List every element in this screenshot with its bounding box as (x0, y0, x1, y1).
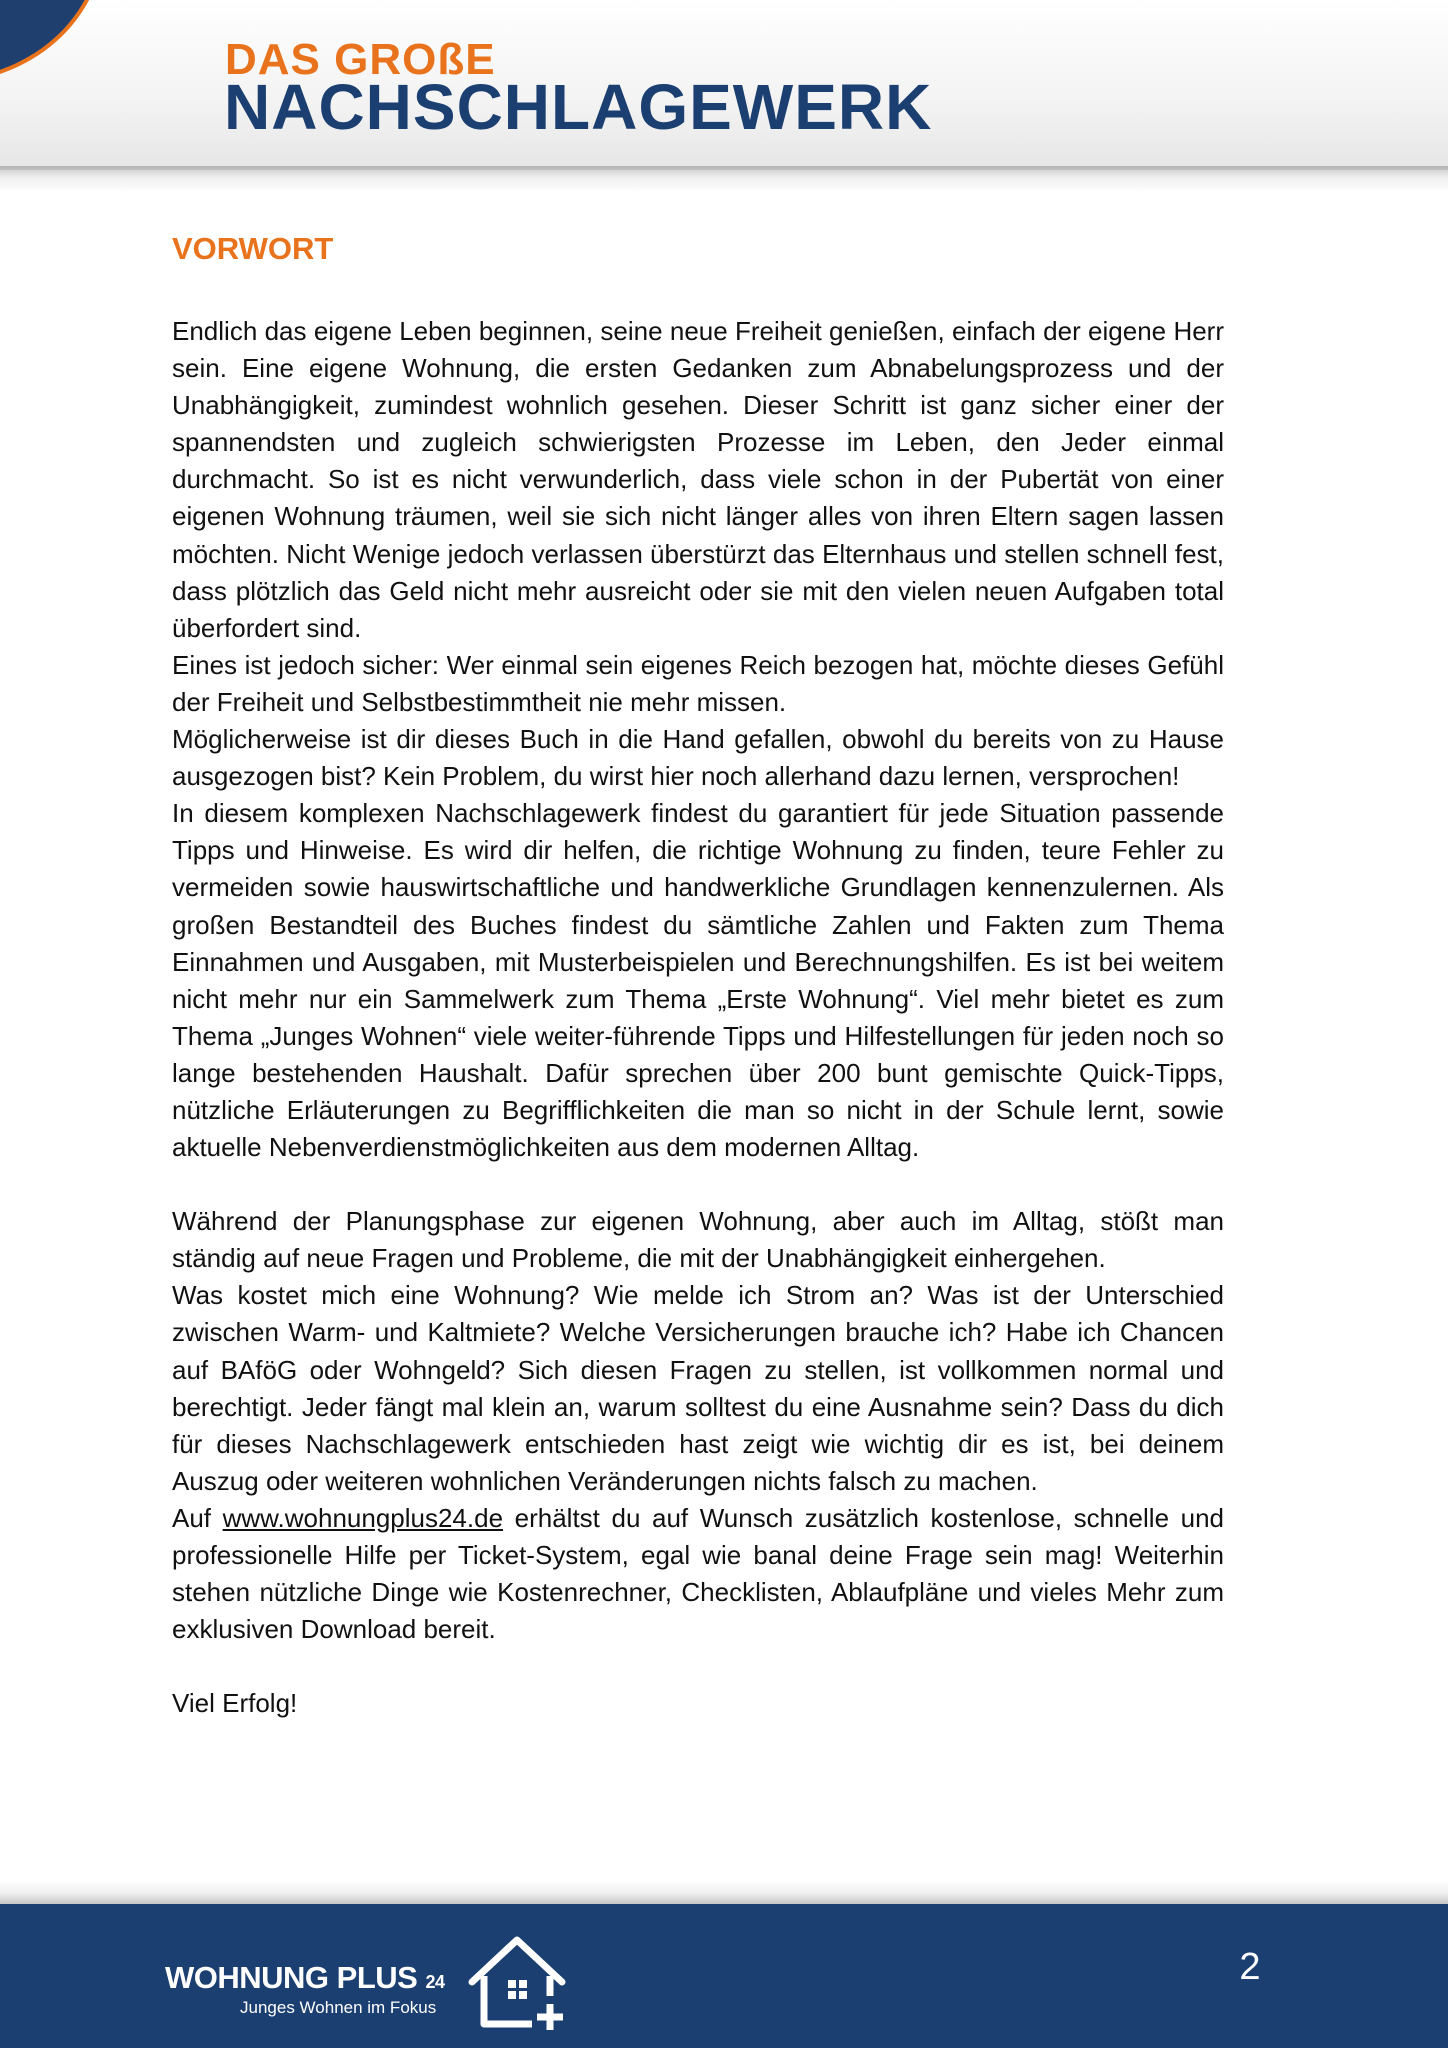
website-link[interactable]: www.wohnungplus24.de (222, 1502, 504, 1533)
paragraph: In diesem komplexen Nachschlagewerk findest du garantiert für jede Situation passende Tipps und Hinweise. Es wird dir helfen, die richtige Wohnung zu finden, teure Fehler zu vermeiden sowie hauswirtschaftliche und handwerkliche Grundlagen kennenzulernen. Als großen Bestandteil des Buches findest du sämtliche Zahlen und Fakten zum Thema Einnahmen und Ausgaben, mit Musterbeispielen und Berechnungshilfen. Es ist bei weitem nicht mehr nur ein Sammelwerk zum Thema „Erste Wohnung“. Viel mehr bietet es zum Thema „Junges Wohnen“ viele weiter-führende Tipps und Hilfestellungen für jeden noch so lange bestehenden Haushalt. Dafür sprechen über 200 bunt gemischte Quick-Tipps, nützliche Erläuterungen zu Begrifflichkeiten die man so nicht in der Schule lernt, sowie aktuelle Nebenverdienstmöglichkeiten aus dem modernen Alltag. (172, 798, 1224, 1163)
paragraph: Eines ist jedoch sicher: Wer einmal sein eigenes Reich bezogen hat, möchte dieses Gefühl der Freiheit und Selbstbestimmtheit nie mehr missen. (172, 649, 1224, 717)
page-footer (0, 1904, 1448, 2048)
page-number: 2 (1239, 1946, 1261, 1988)
body-text (172, 313, 1224, 1722)
logo-title-line1: DAS GROßE (225, 35, 496, 84)
footer-logo-name: WOHNUNG PLUS (165, 1960, 418, 1995)
paragraph: Möglicherweise ist dir dieses Buch in die Hand gefallen, obwohl du bereits von zu Hause ausgezogen bist? Kein Problem, du wirst hier noch allerhand dazu lernen, versprochen! (172, 724, 1224, 792)
section-title: VORWORT (172, 231, 334, 266)
link-paragraph (172, 1500, 1224, 1648)
paragraph-spacer (172, 1648, 1224, 1685)
link-paragraph-before: Auf (172, 1502, 223, 1533)
paragraph: Was kostet mich eine Wohnung? Wie melde ich Strom an? Was ist der Unterschied zwischen Warm- und Kaltmiete? Welche Versicherungen brauche ich? Habe ich Chancen auf BAföG oder Wohngeld? Sich diesen Fragen zu stellen, ist vollkommen normal und berechtigt. Jeder fängt mal klein an, warum solltest du eine Ausnahme sein? Dass du dich für dieses Nachschlagewerk entschieden hast zeigt wie wichtig dir es ist, bei deinem Auszug oder weiteren wohnlichen Veränderungen nichts falsch zu machen. (172, 1280, 1224, 1496)
paragraph: Endlich das eigene Leben beginnen, seine neue Freiheit genießen, einfach der eigene Herr sein. Eine eigene Wohnung, die ersten Gedanken zum Abnabelungsprozess und der Unabhängigkeit, zumindest wohnlich gesehen. Dieser Schritt ist ganz sicher einer der spannendsten und zugleich schwierigsten Prozesse im Leben, den Jeder einmal durchmacht. So ist es nicht verwunderlich, dass viele schon in der Pubertät von einer eigenen Wohnung träumen, weil sie sich nicht länger alles von ihren Eltern sagen lassen möchten. Nicht Wenige jedoch verlassen überstürzt das Elternhaus und stellen schnell fest, dass plötzlich das Geld nicht mehr ausreicht oder sie mit den vielen neuen Aufgaben total überfordert sind. (172, 316, 1224, 643)
paragraph-spacer (172, 1166, 1224, 1203)
logo-title-line2: NACHSCHLAGEWERK (224, 71, 933, 143)
footer-tagline: Junges Wohnen im Fokus (240, 1998, 437, 2017)
house-plus-icon (462, 1932, 572, 2032)
link-paragraph-after: erhältst du auf Wunsch zusätzlich kostenlose, schnelle und professionelle Hilfe per Ticket-System, egal wie banal deine Frage sein mag! Weiterhin stehen nützliche Dinge wie Kostenrechner, Checklisten, Ablaufpläne und vieles Mehr zum exklusiven Download bereit. (172, 1502, 1224, 1645)
paragraph: Während der Planungsphase zur eigenen Wohnung, aber auch im Alltag, stößt man ständig auf neue Fragen und Probleme, die mit der Unabhängigkeit einhergehen. (172, 1206, 1224, 1274)
main-content (172, 225, 1224, 1722)
footer-shadow (0, 1880, 1448, 1906)
footer-logo-text (165, 1960, 444, 1996)
page-header (0, 0, 1448, 170)
header-shadow (0, 166, 1448, 192)
closing-line: Viel Erfolg! (172, 1688, 298, 1719)
header-swoosh-decoration (0, 0, 104, 84)
footer-logo-number: 24 (425, 1972, 445, 1992)
